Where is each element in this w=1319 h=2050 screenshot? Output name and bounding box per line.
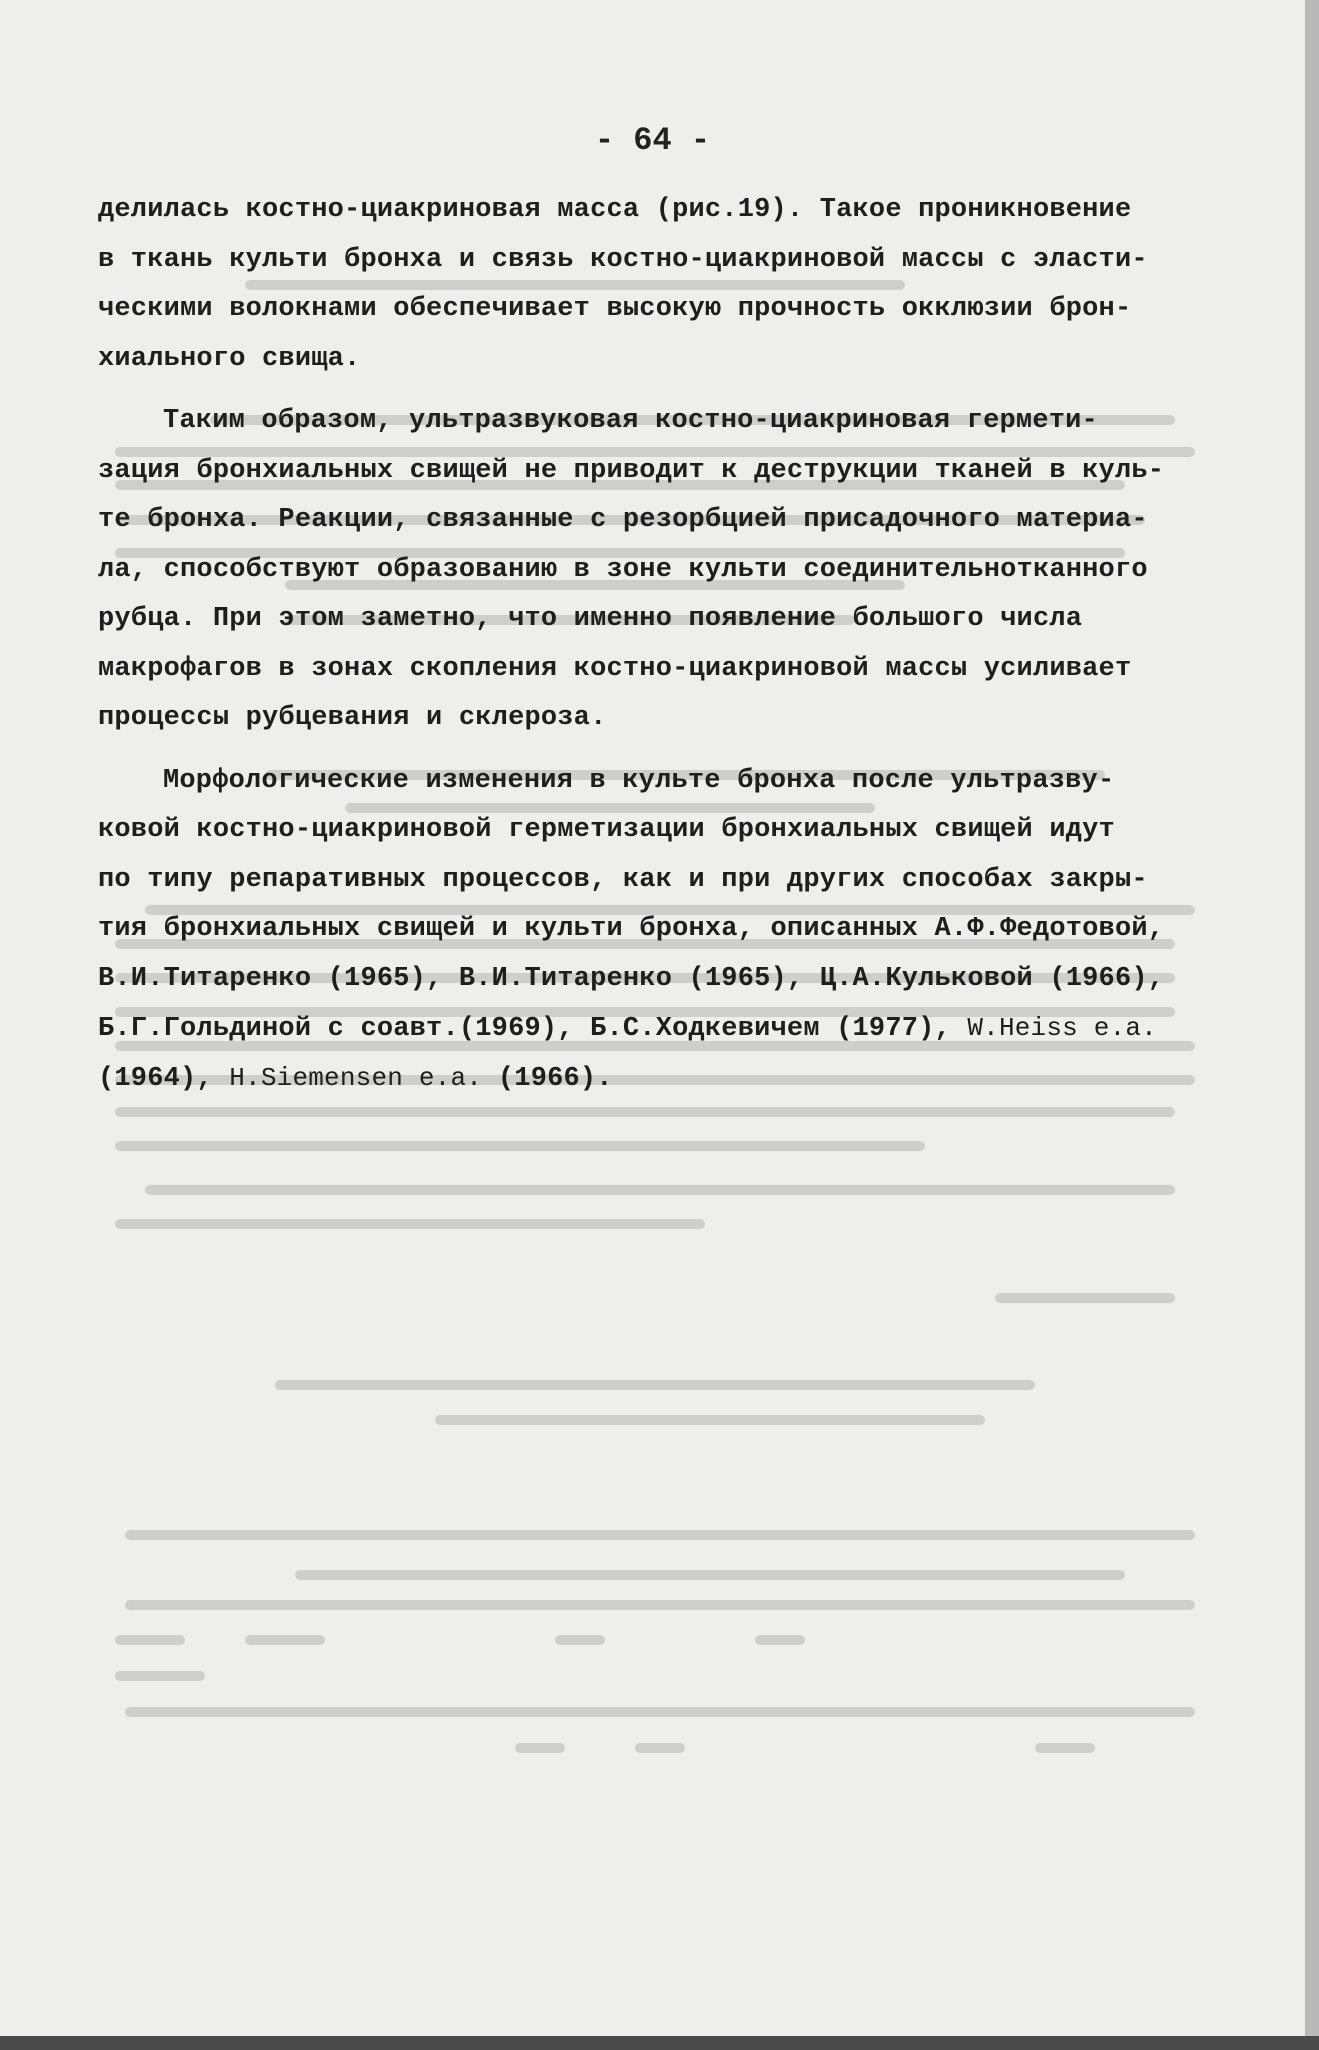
text-line: Морфологические изменения в культе бронха после ультразву- xyxy=(163,765,1115,796)
text-line: зация бронхиальных свищей не приводит к деструкции тканей в куль- xyxy=(98,455,1165,486)
text-line: рубца. При этом заметно, что именно появление большого числа xyxy=(98,604,1083,634)
text-line xyxy=(98,1054,1258,1104)
scan-right-edge xyxy=(1305,0,1319,2050)
text-line: В.И.Титаренко (1965), В.И.Титаренко (1965), Ц.А.Кульковой (1966), xyxy=(98,963,1165,994)
text-line: те бронха. Реакции, связанные с резорбцией присадочного материа- xyxy=(98,505,1148,535)
text-line: делилась костно-циакриновая масса (рис.19). Такое проникновение xyxy=(98,195,1132,225)
text-line: тия бронхиальных свищей и культи бронха, описанных А.Ф.Федотовой, xyxy=(98,914,1165,944)
latin-citation: H.Siemensen e.a. xyxy=(229,1062,498,1093)
citation-text: Б.Г.Гольдиной с соавт.(1969), Б.С.Ходкевичем (1977), xyxy=(98,1014,968,1044)
text-line: макрофагов в зонах скопления костно-циакриновой массы усиливает xyxy=(98,653,1132,684)
text-line: Таким образом, ультразвуковая костно-циакриновая гермети- xyxy=(163,406,1098,436)
text-line: ла, способствуют образованию в зоне культи соединительнотканного xyxy=(98,554,1148,585)
text-line: в ткань культи бронха и связь костно-циакриновой массы с эласти- xyxy=(98,244,1148,275)
scan-bottom-edge xyxy=(0,2036,1319,2050)
text-body xyxy=(98,186,1258,1103)
text-line: процессы рубцевания и склероза. xyxy=(98,703,607,733)
citation-text: (1964), xyxy=(98,1063,230,1094)
text-line: хиального свища. xyxy=(98,343,361,374)
paragraph-2 xyxy=(98,397,1258,744)
paragraph-1 xyxy=(98,186,1258,384)
page-number: - 64 - xyxy=(594,122,711,159)
text-line: по типу репаративных процессов, как и при других способах закры- xyxy=(98,864,1148,895)
text-line xyxy=(98,1004,1258,1054)
latin-citation: W.Heiss e.a. xyxy=(967,1013,1157,1043)
paragraph-3 xyxy=(98,757,1258,1104)
text-line: ческими волокнами обеспечивает высокую прочность окклюзии брон- xyxy=(98,294,1132,324)
text-line: ковой костно-циакриновой герметизации бронхиальных свищей идут xyxy=(98,815,1115,845)
citation-text: (1966). xyxy=(497,1063,613,1094)
